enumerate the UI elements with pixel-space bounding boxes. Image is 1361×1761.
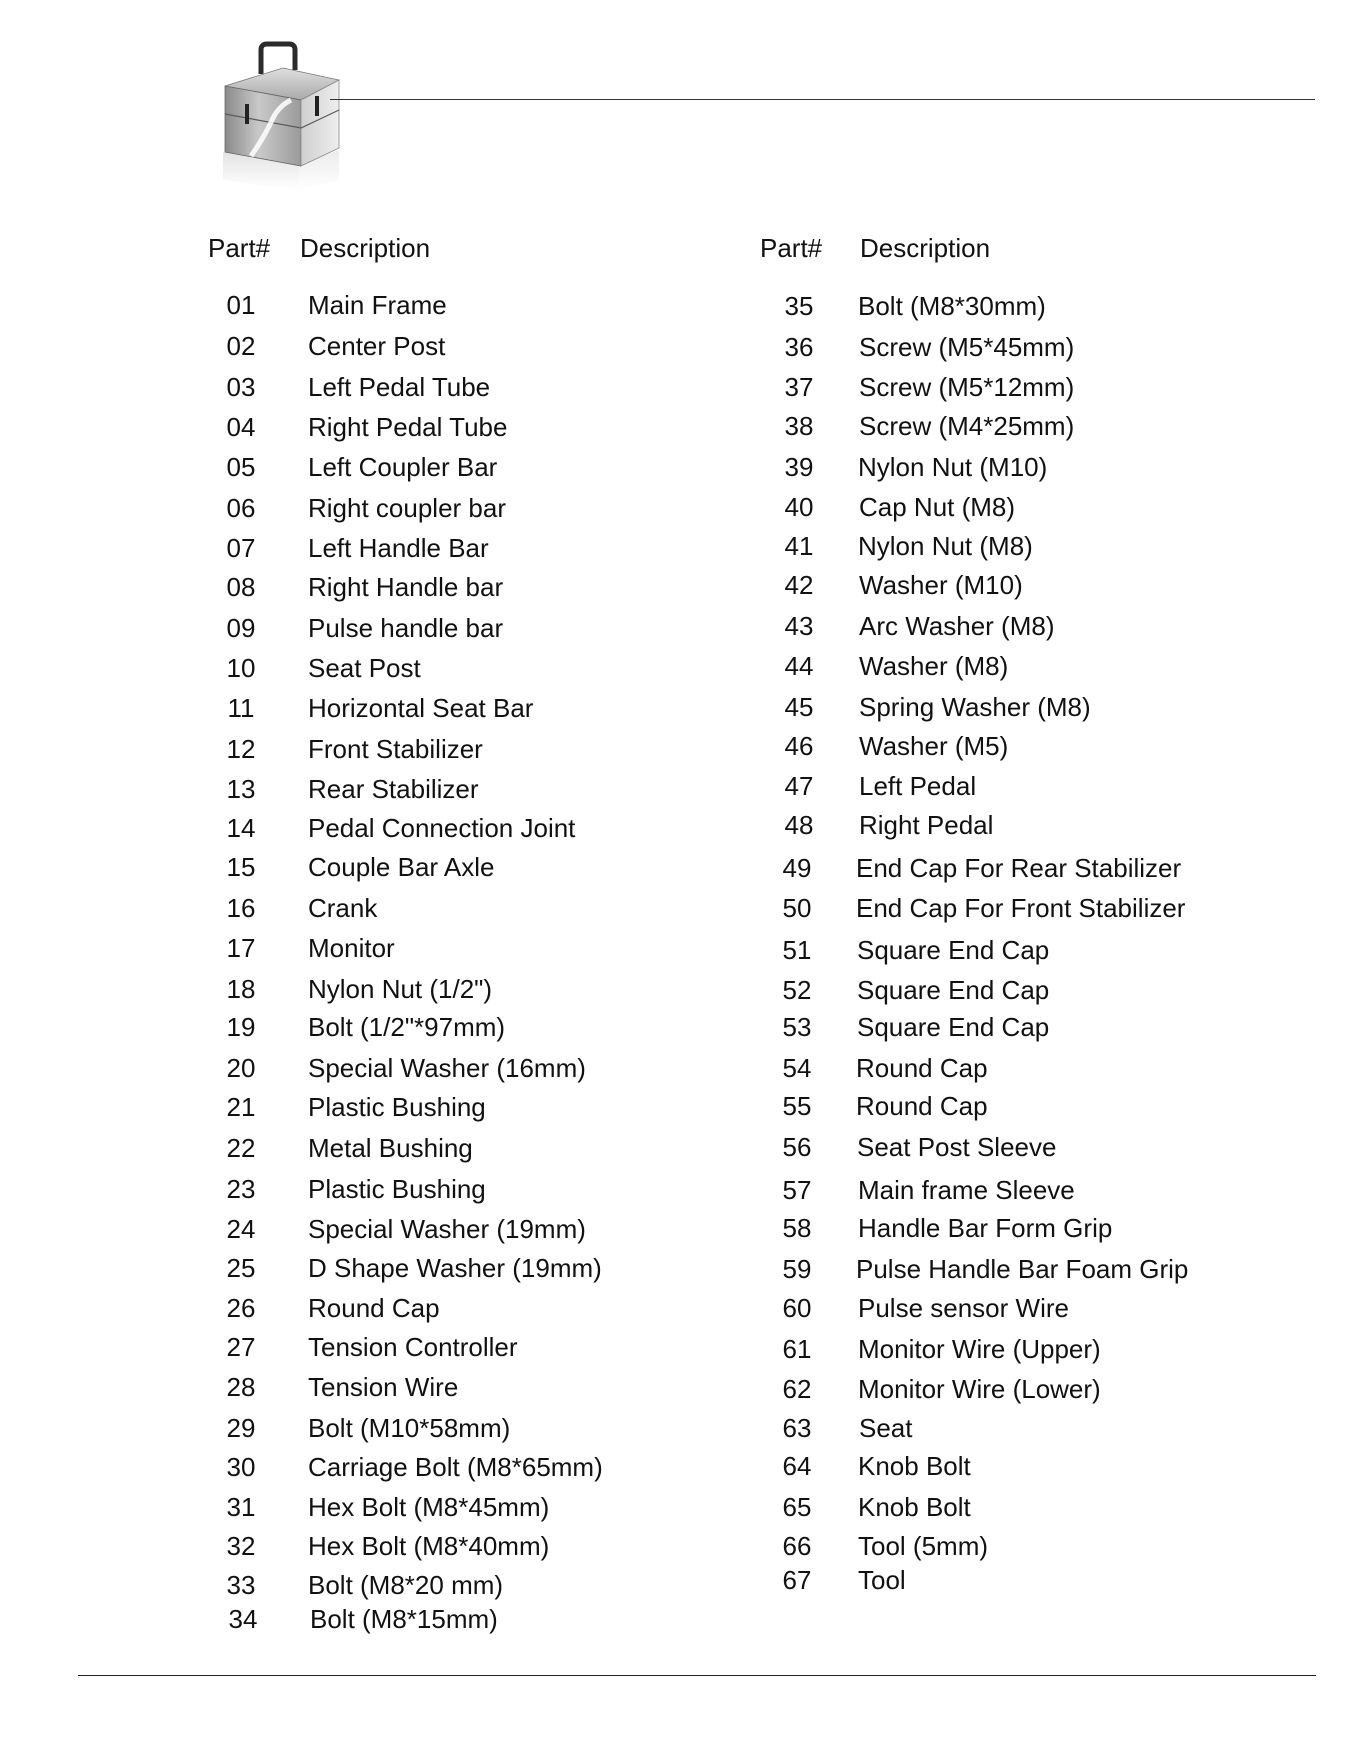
part-description: Hex Bolt (M8*45mm) bbox=[308, 1492, 550, 1522]
part-number: 17 bbox=[226, 933, 256, 963]
toolbox-icon bbox=[221, 40, 346, 190]
part-number: 15 bbox=[226, 852, 256, 882]
part-description: Plastic Bushing bbox=[308, 1174, 486, 1204]
part-number: 29 bbox=[226, 1413, 256, 1443]
part-number: 23 bbox=[226, 1174, 256, 1204]
part-number: 36 bbox=[784, 332, 814, 362]
part-number: 27 bbox=[226, 1332, 256, 1362]
part-number: 16 bbox=[226, 893, 256, 923]
part-number-header: Part# bbox=[760, 233, 823, 263]
part-description: Right Pedal Tube bbox=[308, 412, 508, 442]
part-number: 65 bbox=[782, 1492, 812, 1522]
part-description: Cap Nut (M8) bbox=[859, 492, 1016, 522]
part-description: Tool bbox=[858, 1565, 906, 1595]
part-description: Left Handle Bar bbox=[308, 533, 489, 563]
part-description: Bolt (M8*30mm) bbox=[858, 291, 1046, 321]
part-number: 58 bbox=[782, 1213, 812, 1243]
part-description: Washer (M5) bbox=[859, 731, 1009, 761]
part-number: 22 bbox=[226, 1133, 256, 1163]
part-number: 07 bbox=[226, 533, 256, 563]
part-number: 62 bbox=[782, 1374, 812, 1404]
part-description: Nylon Nut (M10) bbox=[858, 452, 1048, 482]
part-description: Main Frame bbox=[308, 290, 447, 320]
part-number: 49 bbox=[782, 853, 812, 883]
part-number: 53 bbox=[782, 1012, 812, 1042]
part-description: Seat Post Sleeve bbox=[857, 1132, 1057, 1162]
part-description: Screw (M5*45mm) bbox=[859, 332, 1075, 362]
part-description: Right Handle bar bbox=[308, 572, 504, 602]
part-number: 48 bbox=[784, 810, 814, 840]
part-description: Pedal Connection Joint bbox=[308, 813, 576, 843]
part-number: 54 bbox=[782, 1053, 812, 1083]
part-number: 57 bbox=[782, 1175, 812, 1205]
part-number: 50 bbox=[782, 893, 812, 923]
part-number: 06 bbox=[226, 493, 256, 523]
part-description: Rear Stabilizer bbox=[308, 774, 479, 804]
part-number: 55 bbox=[782, 1091, 812, 1121]
part-description: Screw (M4*25mm) bbox=[859, 411, 1075, 441]
part-description: Square End Cap bbox=[857, 1012, 1050, 1042]
part-description: Seat bbox=[859, 1413, 913, 1443]
part-description: Nylon Nut (1/2") bbox=[308, 974, 493, 1004]
footer-rule bbox=[78, 1675, 1316, 1676]
part-description: Square End Cap bbox=[857, 975, 1050, 1005]
description-header: Description bbox=[300, 233, 431, 263]
part-description: Nylon Nut (M8) bbox=[858, 531, 1033, 561]
part-number: 04 bbox=[226, 412, 256, 442]
part-description: Metal Bushing bbox=[308, 1133, 473, 1163]
part-number: 35 bbox=[784, 291, 814, 321]
part-number: 32 bbox=[226, 1531, 256, 1561]
part-number: 13 bbox=[226, 774, 256, 804]
part-description: Pulse handle bar bbox=[308, 613, 504, 643]
part-number: 61 bbox=[782, 1334, 812, 1364]
part-description: Right coupler bar bbox=[308, 493, 506, 523]
part-description: End Cap For Front Stabilizer bbox=[856, 893, 1186, 923]
part-description: Special Washer (19mm) bbox=[308, 1214, 586, 1244]
part-description: Knob Bolt bbox=[858, 1492, 971, 1522]
part-description: Round Cap bbox=[856, 1053, 988, 1083]
part-number: 63 bbox=[782, 1413, 812, 1443]
part-number: 28 bbox=[226, 1372, 256, 1402]
part-description: Right Pedal bbox=[859, 810, 994, 840]
part-number: 09 bbox=[226, 613, 256, 643]
part-number: 14 bbox=[226, 813, 256, 843]
part-description: Spring Washer (M8) bbox=[859, 692, 1091, 722]
part-number: 42 bbox=[784, 570, 814, 600]
part-number: 46 bbox=[784, 731, 814, 761]
part-description: Left Coupler Bar bbox=[308, 452, 498, 482]
part-description: Monitor Wire (Lower) bbox=[858, 1374, 1101, 1404]
part-number: 30 bbox=[226, 1452, 256, 1482]
part-description: Arc Washer (M8) bbox=[859, 611, 1055, 641]
part-number: 43 bbox=[784, 611, 814, 641]
part-number: 64 bbox=[782, 1451, 812, 1481]
part-number: 52 bbox=[782, 975, 812, 1005]
part-description: Main frame Sleeve bbox=[858, 1175, 1075, 1205]
part-description: Monitor Wire (Upper) bbox=[858, 1334, 1101, 1364]
part-description: Special Washer (16mm) bbox=[308, 1053, 586, 1083]
part-description: Left Pedal bbox=[859, 771, 977, 801]
part-description: Washer (M8) bbox=[859, 651, 1009, 681]
part-number: 03 bbox=[226, 372, 256, 402]
part-number: 33 bbox=[226, 1570, 256, 1600]
part-number: 08 bbox=[226, 572, 256, 602]
part-number: 05 bbox=[226, 452, 256, 482]
part-number: 19 bbox=[226, 1012, 256, 1042]
part-number: 67 bbox=[782, 1565, 812, 1595]
part-number: 11 bbox=[227, 693, 255, 723]
part-description: Monitor bbox=[308, 933, 395, 963]
part-description: Round Cap bbox=[308, 1293, 440, 1323]
part-description: Pulse sensor Wire bbox=[858, 1293, 1069, 1323]
part-number: 41 bbox=[784, 531, 814, 561]
part-number: 56 bbox=[782, 1132, 812, 1162]
part-number: 12 bbox=[226, 734, 256, 764]
part-number: 59 bbox=[782, 1254, 812, 1284]
part-number: 26 bbox=[226, 1293, 256, 1323]
description-header: Description bbox=[860, 233, 991, 263]
part-number: 25 bbox=[226, 1253, 256, 1283]
part-description: Round Cap bbox=[856, 1091, 988, 1121]
part-number: 37 bbox=[784, 372, 814, 402]
part-description: Tension Wire bbox=[308, 1372, 459, 1402]
part-description: Crank bbox=[308, 893, 378, 923]
part-description: Knob Bolt bbox=[858, 1451, 971, 1481]
header-rule bbox=[330, 99, 1315, 100]
part-description: Front Stabilizer bbox=[308, 734, 483, 764]
part-number: 31 bbox=[226, 1492, 256, 1522]
part-description: Pulse Handle Bar Foam Grip bbox=[856, 1254, 1189, 1284]
part-number: 10 bbox=[226, 653, 256, 683]
part-description: Horizontal Seat Bar bbox=[308, 693, 534, 723]
part-description: Bolt (M8*15mm) bbox=[310, 1604, 498, 1634]
part-description: Washer (M10) bbox=[859, 570, 1023, 600]
part-number: 44 bbox=[784, 651, 814, 681]
part-number: 24 bbox=[226, 1214, 256, 1244]
part-description: Plastic Bushing bbox=[308, 1092, 486, 1122]
part-number: 34 bbox=[228, 1604, 258, 1634]
part-number: 01 bbox=[226, 290, 256, 320]
part-description: Couple Bar Axle bbox=[308, 852, 495, 882]
part-number: 47 bbox=[784, 771, 814, 801]
part-number: 45 bbox=[784, 692, 814, 722]
part-description: Seat Post bbox=[308, 653, 421, 683]
part-description: Carriage Bolt (M8*65mm) bbox=[308, 1452, 603, 1482]
part-description: Hex Bolt (M8*40mm) bbox=[308, 1531, 550, 1561]
part-description: Left Pedal Tube bbox=[308, 372, 491, 402]
part-description: Screw (M5*12mm) bbox=[859, 372, 1075, 402]
part-description: Tool (5mm) bbox=[858, 1531, 989, 1561]
part-description: D Shape Washer (19mm) bbox=[308, 1253, 602, 1283]
part-number: 39 bbox=[784, 452, 814, 482]
part-number: 20 bbox=[226, 1053, 256, 1083]
part-description: Tension Controller bbox=[308, 1332, 518, 1362]
part-number: 60 bbox=[782, 1293, 812, 1323]
part-description: Bolt (M8*20 mm) bbox=[308, 1570, 504, 1600]
part-description: Square End Cap bbox=[857, 935, 1050, 965]
part-number: 66 bbox=[782, 1531, 812, 1561]
part-description: Center Post bbox=[308, 331, 446, 361]
part-number: 18 bbox=[226, 974, 256, 1004]
part-number-header: Part# bbox=[208, 233, 271, 263]
part-number: 21 bbox=[226, 1092, 256, 1122]
part-number: 40 bbox=[784, 492, 814, 522]
part-number: 02 bbox=[226, 331, 256, 361]
part-description: Handle Bar Form Grip bbox=[858, 1213, 1113, 1243]
part-number: 38 bbox=[784, 411, 814, 441]
part-number: 51 bbox=[782, 935, 812, 965]
part-description: End Cap For Rear Stabilizer bbox=[856, 853, 1182, 883]
part-description: Bolt (1/2"*97mm) bbox=[308, 1012, 506, 1042]
part-description: Bolt (M10*58mm) bbox=[308, 1413, 511, 1443]
